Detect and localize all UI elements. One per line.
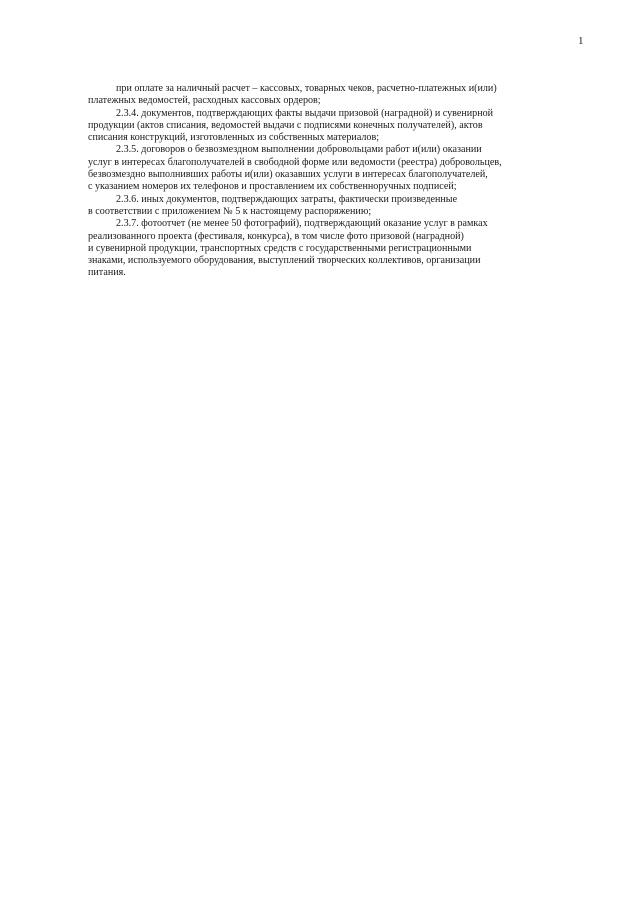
text-line: и сувенирной продукции, транспортных средств с государственными регистрационными — [88, 242, 472, 254]
text-line: безвозмездно выполнивших работы и(или) оказавших услуги в интересах благополучателей, — [88, 169, 488, 181]
text-line: при оплате за наличный расчет – кассовых, товарных чеков, расчетно-платежных и(или) — [116, 83, 497, 94]
text-line: услуг в интересах благополучателей в свободной форме или ведомости (реестра) добровольцев, — [88, 156, 502, 168]
paragraph-2-3-4 — [88, 108, 552, 145]
text-line: реализованного проекта (фестиваля, конкурса), в том числе фото призовой (наградной) — [88, 230, 464, 242]
text-line: 2.3.5. договоров о безвозмездном выполнении добровольцами работ и(или) оказании — [116, 144, 482, 156]
text-line: 2.3.6. иных документов, подтверждающих затраты, фактически произведенные — [116, 193, 458, 205]
paragraph-2-3-7 — [88, 218, 552, 279]
paragraph-2-3-5 — [88, 144, 552, 193]
text-line: с указанием номеров их телефонов и проставлением их собственноручных подписей; — [88, 181, 457, 193]
page-number: 1 — [578, 35, 584, 47]
text-line: в соответствии с приложением № 5 к настоящему распоряжению; — [88, 205, 372, 217]
text-line: платежных ведомостей, расходных кассовых ордеров; — [88, 95, 321, 107]
text-line: 2.3.4. документов, подтверждающих факты выдачи призовой (наградной) и сувенирной — [116, 107, 494, 119]
text-line: продукции (актов списания, ведомостей выдачи с подписями конечных получателей), актов — [88, 119, 483, 131]
text-line: питания. — [88, 267, 126, 279]
text-line: знаками, используемого оборудования, выступлений творческих коллективов, организации — [88, 255, 481, 267]
document-body — [88, 83, 552, 280]
text-line: списания конструкций, изготовленных из собственных материалов; — [88, 132, 380, 144]
paragraph-cash-payment — [88, 83, 552, 108]
paragraph-2-3-6 — [88, 194, 552, 219]
text-line: 2.3.7. фотоотчет (не менее 50 фотографий), подтверждающий оказание услуг в рамках — [116, 218, 488, 230]
